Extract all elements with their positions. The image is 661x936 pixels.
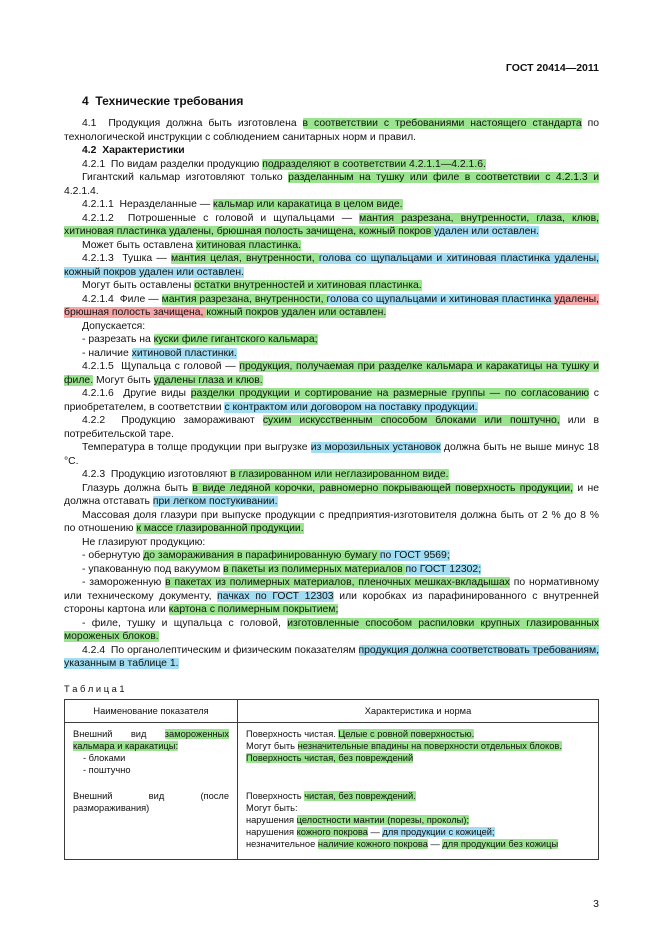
highlighted-text: Целые с ровной поверхностью. <box>338 728 475 739</box>
highlighted-text: в пакеты из полимерных материалов <box>223 563 406 575</box>
text-run: и не должна отставать <box>64 482 599 507</box>
highlighted-text: мантия разрезана, внутренности, <box>161 293 327 305</box>
text-run: — <box>427 839 443 850</box>
highlighted-text: разделки продукции и сортирование на размерные группы — по согласованию <box>190 388 590 399</box>
highlighted-text: хитиновой пластинки. <box>131 347 237 359</box>
highlighted-text: в пакетах из полимерных материалов, пленочных мешках-вкладышах <box>165 577 510 588</box>
text-run: по нормативному или техническому документу, <box>64 577 599 602</box>
highlighted-text: хитиновая пластинка. <box>195 239 302 251</box>
highlighted-text: голова со щупальцами и хитиновая пластинка <box>326 293 555 305</box>
text-run: или коробках из парафинированного с внутренней стороны картона или <box>64 590 599 615</box>
highlighted-text: мантия разрезана, внутренности, глаза, клюв, хитиновая пластинка удалены, брюшная полость зачищена, кожный покров <box>64 212 599 237</box>
section-title: 4 Технические требования <box>82 94 244 108</box>
paragraph <box>64 333 599 347</box>
paragraph <box>64 279 599 293</box>
cell-line <box>246 752 590 764</box>
highlighted-text: в соответствии с требованиями настоящего стандарта <box>302 118 582 129</box>
text-run: Могут быть оставлены <box>82 280 195 291</box>
paragraph <box>64 144 599 158</box>
page-header <box>64 62 599 74</box>
text-run: Глазурь должна быть <box>82 482 193 494</box>
text-run: — <box>367 827 383 838</box>
paragraph <box>64 158 599 172</box>
paragraph <box>64 617 599 644</box>
paragraph <box>64 198 599 212</box>
table-header-characteristic: Характеристика и норма <box>238 699 599 722</box>
text-run: или в потребительской таре. <box>64 415 599 440</box>
text-run: - блоками <box>83 753 126 764</box>
highlighted-text: сухим искусственным способом блоками или поштучно, <box>262 415 560 426</box>
highlighted-text: голова со щупальцами и хитиновая пластинка удалены, кожный покров удален или оставлен. <box>64 253 599 278</box>
highlighted-text: разделанным на тушку или филе в соответствии с 4.2.1.3 и <box>288 172 599 183</box>
table-body <box>65 722 599 859</box>
highlighted-text: замороженных кальмара и каракатицы: <box>73 728 229 751</box>
paragraph <box>64 347 599 361</box>
paragraph <box>64 212 599 239</box>
text-run: Допускается: <box>82 320 146 332</box>
text-run: - наличие <box>82 347 132 359</box>
highlighted-text: удален или оставлен. <box>434 226 539 237</box>
text-run: 4.2 Характеристики <box>82 145 185 156</box>
paragraph <box>64 563 599 577</box>
highlighted-text: для продукции с кожицей; <box>382 827 495 838</box>
paragraph <box>64 441 599 468</box>
paragraph <box>64 239 599 253</box>
highlighted-text: пачках по ГОСТ 12303 <box>217 590 334 602</box>
table-row <box>65 722 599 784</box>
text-run: с приобретателем, в соответствии <box>64 388 599 413</box>
highlighted-text: мантия целая, внутренности, <box>171 253 319 264</box>
text-run: 4.2.1 По видам разделки продукцию <box>82 158 263 170</box>
paragraph <box>64 509 599 536</box>
text-run: 4.2.1.1 Неразделанные — <box>82 199 214 210</box>
highlighted-text: продукция, получаемая при разделке кальмара и каракатицы на тушку и филе. <box>64 361 599 386</box>
highlighted-text: наличие кожного покрова <box>317 839 428 850</box>
text-run: - филе, тушку и щупальца с головой, <box>82 617 288 629</box>
highlighted-text: в виде ледяной корочки, равномерно покрывающей поверхность продукции, <box>192 482 573 494</box>
text-run: нарушения <box>246 827 297 838</box>
highlighted-text: целостности мантии (порезы, проколы); <box>296 814 470 825</box>
text-run: по технологической инструкции с соблюдением санитарных норм и правил. <box>64 118 599 143</box>
text-run: нарушения <box>246 814 297 825</box>
table-caption: Т а б л и ц а 1 <box>64 683 125 694</box>
text-run: должна быть не выше минус 18 °С. <box>64 442 600 467</box>
cell-line <box>246 790 590 802</box>
text-run: Поверхность чистая. <box>246 728 339 739</box>
highlighted-text: кожный покров удален или оставлен. <box>206 307 387 318</box>
highlighted-text: кожного покрова <box>296 827 368 838</box>
text-run: Массовая доля глазури при выпуске продукции с предприятия-изготовителя должна быть от 2 % до 8 % по отношению <box>64 509 599 534</box>
text-run: 4.2.1.2 Потрошенные с головой и щупальцами — <box>82 212 360 224</box>
highlighted-text: остатки внутренностей и хитиновая пластинка. <box>194 280 422 291</box>
text-run: Поверхность <box>246 790 305 801</box>
cell-line <box>246 728 590 740</box>
highlighted-text: изготовленные способом распиловки крупных глазированных мороженых блоков. <box>64 617 599 642</box>
text-run: 4.2.1.5 Щупальца с головой — <box>82 361 240 372</box>
text-run: - упакованную под вакуумом <box>82 563 224 575</box>
text-run: Могут быть: <box>246 802 298 813</box>
paragraph <box>64 387 599 414</box>
paragraph <box>64 117 599 144</box>
paragraph <box>64 482 599 509</box>
text-run: - замороженную <box>82 577 166 588</box>
cell-line <box>73 790 229 814</box>
cell-line <box>73 728 229 752</box>
text-run: 4.2.1.4 Филе — <box>82 293 162 305</box>
text-run: Внешний вид <box>73 728 165 739</box>
highlighted-text: к массе глазированной продукции. <box>136 523 304 534</box>
highlighted-text: удалены, брюшная полость зачищена, <box>64 293 599 318</box>
text-run: 4.1 Продукция должна быть изготовлена <box>82 118 303 129</box>
highlighted-text: кальмар или каракатица в целом виде. <box>213 199 403 210</box>
text-run: Не глазируют продукцию: <box>82 536 206 548</box>
text-run: 4.2.3 Продукцию изготовляют <box>82 469 231 480</box>
highlighted-text: удалены глаза и клюв. <box>153 374 263 386</box>
table-head <box>65 699 599 722</box>
text-run: Могут быть <box>246 740 298 751</box>
page-number: 3 <box>593 898 599 910</box>
indicator-cell <box>65 722 238 784</box>
text-run: - обернутую <box>82 550 144 561</box>
highlighted-text: из морозильных установок <box>310 442 441 453</box>
cell-line <box>246 838 590 850</box>
cell-line <box>73 764 229 776</box>
paragraph <box>64 644 599 671</box>
cell-line <box>246 826 590 838</box>
cell-line <box>73 752 229 764</box>
paragraph <box>64 468 599 482</box>
text-run: 4.2.1.6 Другие виды <box>82 388 191 399</box>
paragraph <box>64 549 599 563</box>
text-run: - поштучно <box>83 765 131 776</box>
paragraph <box>64 414 599 441</box>
text-run: незначительное <box>246 839 318 850</box>
text-run: Внешний вид (после размораживания) <box>73 790 229 813</box>
highlighted-text: по ГОСТ 12302; <box>405 563 482 575</box>
text-run: Температура в толще продукции при выгрузке <box>82 442 311 453</box>
paragraph <box>64 320 599 334</box>
highlighted-text: для продукции без кожицы <box>442 839 559 850</box>
standard-number: ГОСТ 20414—2011 <box>505 62 599 74</box>
page-footer <box>593 898 599 910</box>
text-run: - разрезать на <box>82 334 154 345</box>
cell-line <box>246 740 590 752</box>
highlighted-text: подразделяют в соответствии 4.2.1.1—4.2.1.6. <box>262 158 486 170</box>
characteristic-cell <box>238 785 599 860</box>
highlighted-text: до замораживания в парафинированную бумагу <box>143 550 380 561</box>
paragraph <box>64 536 599 550</box>
text-run: Гигантский кальмар изготовляют только <box>82 172 289 183</box>
text-run: 4.2.2 Продукцию замораживают <box>82 415 263 426</box>
highlighted-text: Поверхность чистая, без повреждений <box>246 753 414 764</box>
highlighted-text: картона с полимерным покрытием; <box>168 604 339 615</box>
paragraphs <box>64 117 599 671</box>
indicator-cell <box>65 785 238 860</box>
paragraph <box>64 252 599 279</box>
paragraph <box>64 360 599 387</box>
document-content <box>64 88 599 860</box>
table-header-indicator: Наименование показателя <box>65 699 238 722</box>
highlighted-text: куски филе гигантского кальмара; <box>153 334 318 345</box>
text-run: Могут быть <box>93 374 154 386</box>
highlighted-text: по ГОСТ 9569; <box>379 550 450 561</box>
paragraph <box>64 293 599 320</box>
highlighted-text: при легком постукивании. <box>152 496 278 507</box>
highlighted-text: в глазированном или неглазированном виде. <box>230 469 449 480</box>
paragraph <box>64 576 599 617</box>
highlighted-text: незначительные впадины на поверхности отдельных блоков. <box>297 740 562 751</box>
text-run: 4.2.1.4. <box>64 185 99 197</box>
paragraph <box>64 171 599 198</box>
cell-line <box>246 802 590 814</box>
text-run: Может быть оставлена <box>82 239 196 251</box>
highlighted-text: продукция должна соответствовать требованиям, указанным в таблице 1. <box>64 644 599 669</box>
cell-line <box>246 814 590 826</box>
text-run: 4.2.4 По органолептическим и физическим показателям <box>82 644 359 656</box>
highlighted-text: с контрактом или договором на поставку продукции. <box>224 401 478 413</box>
text-run: 4.2.1.3 Тушка — <box>82 253 172 264</box>
highlighted-text: чистая, без повреждений. <box>304 790 416 801</box>
characteristics-table <box>64 699 599 860</box>
characteristic-cell <box>238 722 599 784</box>
table-header-row <box>65 699 599 722</box>
table-row <box>65 785 599 860</box>
